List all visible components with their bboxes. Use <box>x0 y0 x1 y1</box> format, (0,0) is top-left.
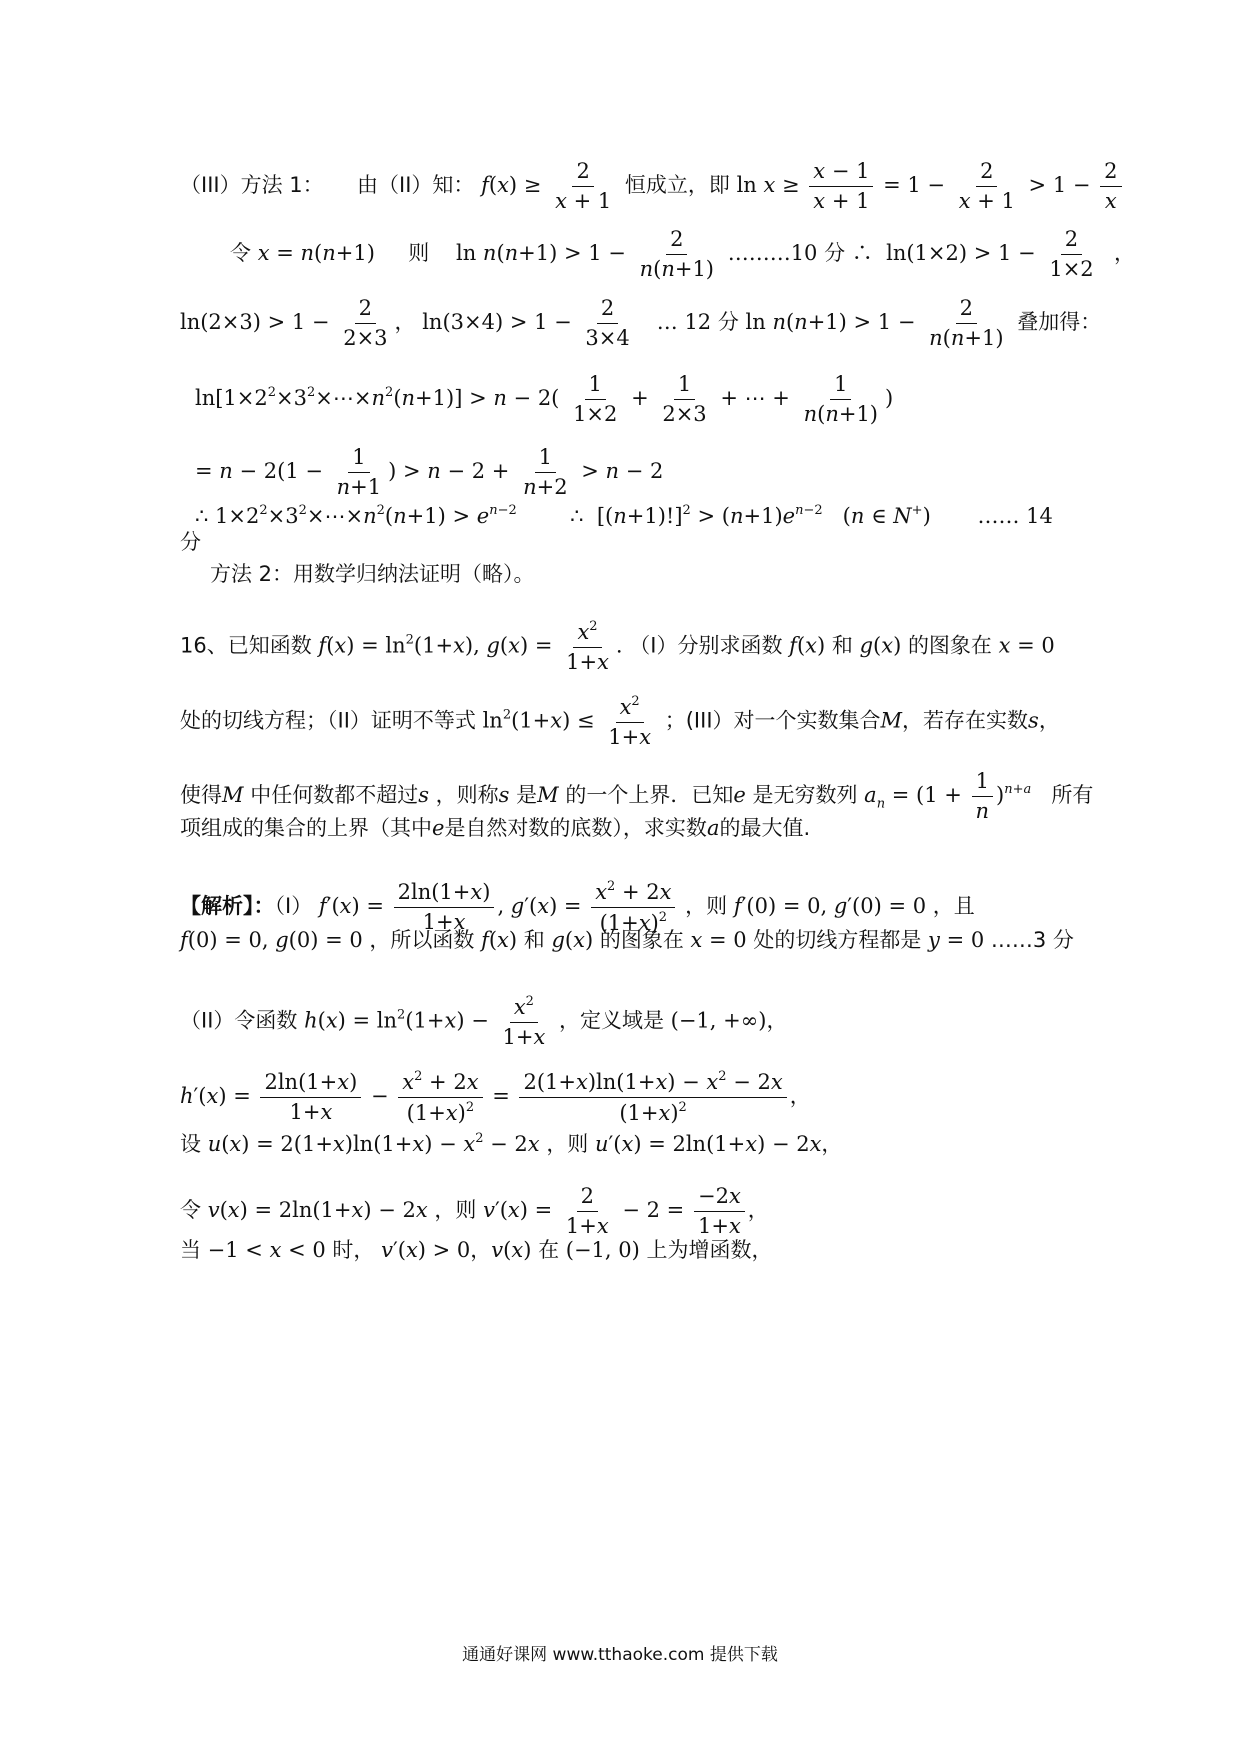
solution-tangent: f(0) = 0, g(0) = 0 ，所以函数 f(x) 和 g(x) 的图象在 x = 0 处的切线方程都是 y = 0 ……3 分 <box>180 928 1074 952</box>
solution-u: 设 $u(x) = 2(1+x)\ln(1+x) - x^2 - 2x$ ，则 u′(x) = 2ln(1+x) − 2x， <box>180 1131 843 1156</box>
problem-16-intro: 16、已知函数 $f(x) = \ln^2(1+x)$, g(x) = $\frac{x^2}{1+x}$ . （I）分别求函数 f(x) 和 g(x) 的图象在 x = 0 <box>180 619 1055 675</box>
line-ln-product: $\ln[1\times 2^2\times 3^2\times\cdots\times n^2(n+1)] > n - 2$( $\frac{1}{1\times 2}$ + $\frac{1}{2\times 3}$ + ⋯ + $\frac{1}{n(n+1)}$ ) <box>195 372 894 427</box>
footer-text: 通通好课网 www.tthaoke.com 提供下载 <box>462 1645 778 1665</box>
solution-when: 当 −1 < x < 0 时， v′(x) > 0，v(x) 在 (−1, 0) 上为增函数， <box>180 1238 773 1262</box>
solution-part2: （II）令函数 $h(x) = \ln^2(1+x)$ − $\frac{x^2}{1+x}$ ，定义域是 (−1, +∞)， <box>180 994 788 1050</box>
solution-part1: 【解析】：（I） f′(x) = $\frac{2\ln(1+x)}{1+x}$ , g′(x) = $\frac{x^2 + 2x}{(1+x)^2}$ ，则 f′(0) = 0, g′(0) = 0 ，且 <box>180 879 975 936</box>
line-let-x: 令 x = n(n+1) 则 ln n(n+1) > 1 − $\frac{2}{n(n+1)}$ ………10 分 ∴ ln(1×2) > 1 − $\frac{2}{1\times 2}$ ， <box>230 227 1136 282</box>
problem-16-question: 项组成的集合的上界（其中e是自然对数的底数），求实数a的最大值. <box>180 816 811 840</box>
solution-h-derivative: h′(x) = $\frac{2\ln(1+x)}{1+x}$ − $\frac{x^2 + 2x}{(1+x)^2}$ = $\frac{2(1+x)\ln(1+x) - x^2 - 2x}{(1+x)^2}$ ， <box>180 1069 811 1126</box>
line-ln-sums: ln(2×3) > 1 − $\frac{2}{2\times 3}$ ， ln(3×4) > 1 − $\frac{2}{3\times 4}$ … 12 分 ln n(n+1) > 1 − $\frac{2}{n(n+1)}$ 叠加得： <box>180 296 1102 351</box>
problem-16-bound: 使得M 中任何数都不超过s ，则称s 是M 的一个上界．已知e 是无穷数列 $a_n = (1$ + $\frac{1}{n}$ )$^{n+a}$ 所有 <box>180 769 1094 824</box>
line-III-method1: （III）方法 1： 由（II）知： f(x) ≥ $\frac{2}{x + 1}$ 恒成立，即 ln x ≥ $\frac{x - 1}{x + 1}$ = 1 − $\frac{2}{x + 1}$ > 1 − $\frac{2}{x}$ <box>180 160 1125 213</box>
line-bound: = n − 2(1 − $\frac{1}{n+1}$ ) > n − 2 + $\frac{1}{n+2}$ > n − 2 <box>195 445 664 500</box>
line-conclusion: ∴ $1\times 2^2\times 3^2\times\cdots\times n^2(n+1) > e^{n-2}$ ∴ $[(n+1)!]^2 > (n+1)e^{n-2}$ (n ∈ N+) …… 14 <box>195 503 1053 528</box>
method-2: 方法 2：用数学归纳法证明（略）。 <box>210 562 535 586</box>
problem-16-part2: 处的切线方程；（II）证明不等式 $\ln^2(1+x)$ ≤ $\frac{x^2}{1+x}$ ；(III）对一个实数集合M，若存在实数s， <box>180 694 1060 750</box>
solution-v: 令 v(x) = 2ln(1+x) − 2x ，则 v′(x) = $\frac{2}{1+x}$ − 2 = $\frac{-2x}{1+x}$ ， <box>180 1184 769 1239</box>
score-unit: 分 <box>180 530 201 554</box>
